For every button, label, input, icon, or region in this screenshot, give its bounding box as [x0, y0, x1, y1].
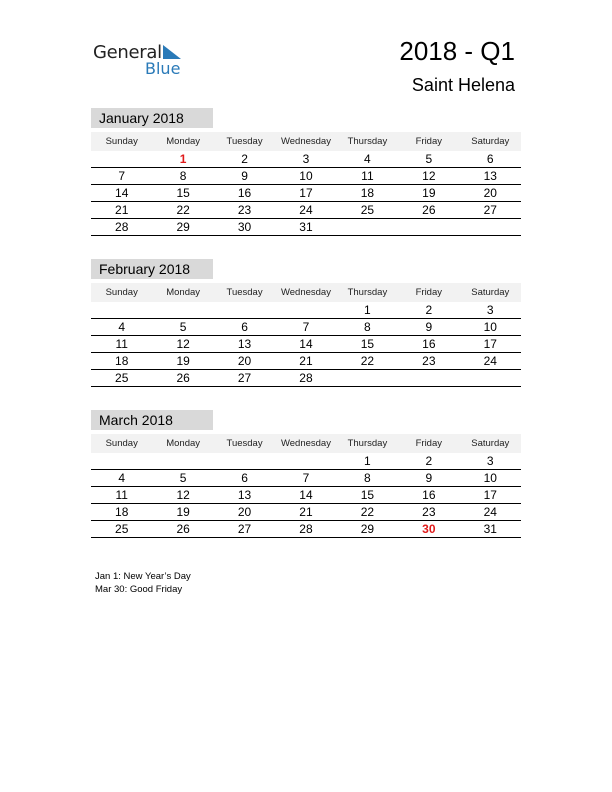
day-cell [275, 302, 336, 319]
day-cell: 4 [91, 319, 152, 336]
day-cell: 2 [398, 302, 459, 319]
month-february [91, 259, 521, 387]
day-cell: 23 [398, 504, 459, 521]
day-cell: 28 [91, 219, 152, 236]
day-cell [91, 453, 152, 470]
week-row [91, 336, 521, 353]
weekday-label: Saturday [460, 132, 521, 151]
weekday-label: Friday [398, 434, 459, 453]
generalblue-logo [93, 40, 193, 80]
day-cell: 18 [91, 353, 152, 370]
day-cell: 20 [460, 185, 521, 202]
day-cell: 29 [337, 521, 398, 538]
day-cell: 16 [214, 185, 275, 202]
weekday-label: Thursday [337, 434, 398, 453]
day-cell: 9 [214, 168, 275, 185]
day-cell: 7 [275, 470, 336, 487]
weekday-label: Wednesday [275, 283, 336, 302]
day-cell: 5 [152, 319, 213, 336]
week-row [91, 151, 521, 168]
weekday-label: Tuesday [214, 283, 275, 302]
day-cell [398, 370, 459, 387]
day-cell [214, 302, 275, 319]
day-cell [398, 219, 459, 236]
day-cell: 22 [337, 353, 398, 370]
day-cell: 12 [398, 168, 459, 185]
day-cell: 18 [91, 504, 152, 521]
day-cell: 8 [337, 319, 398, 336]
week-row [91, 353, 521, 370]
day-cell: 27 [460, 202, 521, 219]
day-cell: 9 [398, 470, 459, 487]
day-cell: 9 [398, 319, 459, 336]
day-cell: 2 [214, 151, 275, 168]
day-cell: 15 [337, 336, 398, 353]
month-header: January 2018 [91, 108, 213, 128]
day-cell: 23 [398, 353, 459, 370]
weekday-label: Thursday [337, 132, 398, 151]
day-cell: 26 [152, 521, 213, 538]
day-cell: 7 [91, 168, 152, 185]
calendar-table [91, 434, 521, 538]
day-cell: 3 [460, 302, 521, 319]
day-cell: 27 [214, 521, 275, 538]
day-cell: 22 [152, 202, 213, 219]
day-cell: 7 [275, 319, 336, 336]
day-cell: 17 [460, 487, 521, 504]
day-cell: 20 [214, 504, 275, 521]
day-cell [152, 453, 213, 470]
day-cell [275, 453, 336, 470]
month-header: March 2018 [91, 410, 213, 430]
weekday-header-row [91, 132, 521, 151]
day-cell: 6 [214, 319, 275, 336]
day-cell: 15 [152, 185, 213, 202]
month-header: February 2018 [91, 259, 213, 279]
day-cell [152, 302, 213, 319]
week-row [91, 504, 521, 521]
holiday-notes [95, 570, 191, 596]
day-cell: 3 [460, 453, 521, 470]
day-cell: 15 [337, 487, 398, 504]
day-cell: 1 [337, 302, 398, 319]
day-cell: 30 [214, 219, 275, 236]
holiday-note: Mar 30: Good Friday [95, 584, 183, 595]
day-cell: 24 [460, 353, 521, 370]
day-cell: 21 [91, 202, 152, 219]
day-cell: 5 [398, 151, 459, 168]
day-cell: 30 [398, 521, 459, 538]
week-row [91, 168, 521, 185]
weekday-label: Wednesday [275, 132, 336, 151]
day-cell: 26 [398, 202, 459, 219]
day-cell [337, 219, 398, 236]
day-cell: 1 [152, 151, 213, 168]
day-cell: 28 [275, 370, 336, 387]
day-cell: 6 [460, 151, 521, 168]
day-cell: 11 [91, 487, 152, 504]
weekday-label: Monday [152, 434, 213, 453]
week-row [91, 521, 521, 538]
day-cell: 3 [275, 151, 336, 168]
day-cell: 24 [275, 202, 336, 219]
weekday-label: Monday [152, 283, 213, 302]
day-cell: 25 [91, 370, 152, 387]
week-row [91, 302, 521, 319]
week-row [91, 319, 521, 336]
calendar-table [91, 132, 521, 236]
weekday-label: Wednesday [275, 434, 336, 453]
day-cell: 2 [398, 453, 459, 470]
weekday-label: Saturday [460, 283, 521, 302]
day-cell: 28 [275, 521, 336, 538]
day-cell: 11 [337, 168, 398, 185]
day-cell [460, 219, 521, 236]
day-cell: 14 [91, 185, 152, 202]
day-cell [91, 151, 152, 168]
day-cell: 10 [460, 470, 521, 487]
day-cell: 8 [152, 168, 213, 185]
day-cell: 19 [152, 353, 213, 370]
day-cell: 21 [275, 504, 336, 521]
weekday-label: Tuesday [214, 132, 275, 151]
weekday-header-row [91, 283, 521, 302]
day-cell: 5 [152, 470, 213, 487]
week-row [91, 185, 521, 202]
logo-blue-text: Blue [145, 59, 181, 78]
day-cell [91, 302, 152, 319]
weekday-header-row [91, 434, 521, 453]
day-cell: 24 [460, 504, 521, 521]
day-cell: 31 [275, 219, 336, 236]
weekday-label: Sunday [91, 434, 152, 453]
weekday-label: Sunday [91, 132, 152, 151]
calendar-table [91, 283, 521, 387]
day-cell: 13 [460, 168, 521, 185]
week-row [91, 470, 521, 487]
day-cell: 26 [152, 370, 213, 387]
day-cell: 13 [214, 336, 275, 353]
day-cell: 29 [152, 219, 213, 236]
day-cell: 19 [152, 504, 213, 521]
day-cell: 25 [337, 202, 398, 219]
weekday-label: Monday [152, 132, 213, 151]
day-cell: 18 [337, 185, 398, 202]
week-row [91, 219, 521, 236]
page-title: 2018 - Q1 [399, 36, 515, 66]
day-cell [337, 370, 398, 387]
day-cell: 23 [214, 202, 275, 219]
week-row [91, 487, 521, 504]
day-cell: 4 [337, 151, 398, 168]
day-cell: 20 [214, 353, 275, 370]
weekday-label: Friday [398, 132, 459, 151]
month-march [91, 410, 521, 538]
day-cell: 11 [91, 336, 152, 353]
logo-general-text: General [93, 42, 162, 63]
day-cell: 10 [460, 319, 521, 336]
day-cell: 27 [214, 370, 275, 387]
weekday-label: Thursday [337, 283, 398, 302]
day-cell: 22 [337, 504, 398, 521]
day-cell: 1 [337, 453, 398, 470]
weekday-label: Tuesday [214, 434, 275, 453]
weekday-label: Friday [398, 283, 459, 302]
day-cell: 14 [275, 487, 336, 504]
day-cell: 10 [275, 168, 336, 185]
week-row [91, 453, 521, 470]
day-cell: 6 [214, 470, 275, 487]
weekday-label: Saturday [460, 434, 521, 453]
day-cell [460, 370, 521, 387]
day-cell: 25 [91, 521, 152, 538]
day-cell: 4 [91, 470, 152, 487]
day-cell: 14 [275, 336, 336, 353]
day-cell: 21 [275, 353, 336, 370]
day-cell: 17 [460, 336, 521, 353]
day-cell: 8 [337, 470, 398, 487]
week-row [91, 370, 521, 387]
weekday-label: Sunday [91, 283, 152, 302]
day-cell: 19 [398, 185, 459, 202]
day-cell [214, 453, 275, 470]
day-cell: 16 [398, 487, 459, 504]
day-cell: 16 [398, 336, 459, 353]
day-cell: 13 [214, 487, 275, 504]
day-cell: 12 [152, 487, 213, 504]
day-cell: 17 [275, 185, 336, 202]
day-cell: 12 [152, 336, 213, 353]
day-cell: 31 [460, 521, 521, 538]
month-january [91, 108, 521, 236]
country-name: Saint Helena [411, 75, 515, 95]
week-row [91, 202, 521, 219]
holiday-note: Jan 1: New Year’s Day [95, 571, 191, 582]
